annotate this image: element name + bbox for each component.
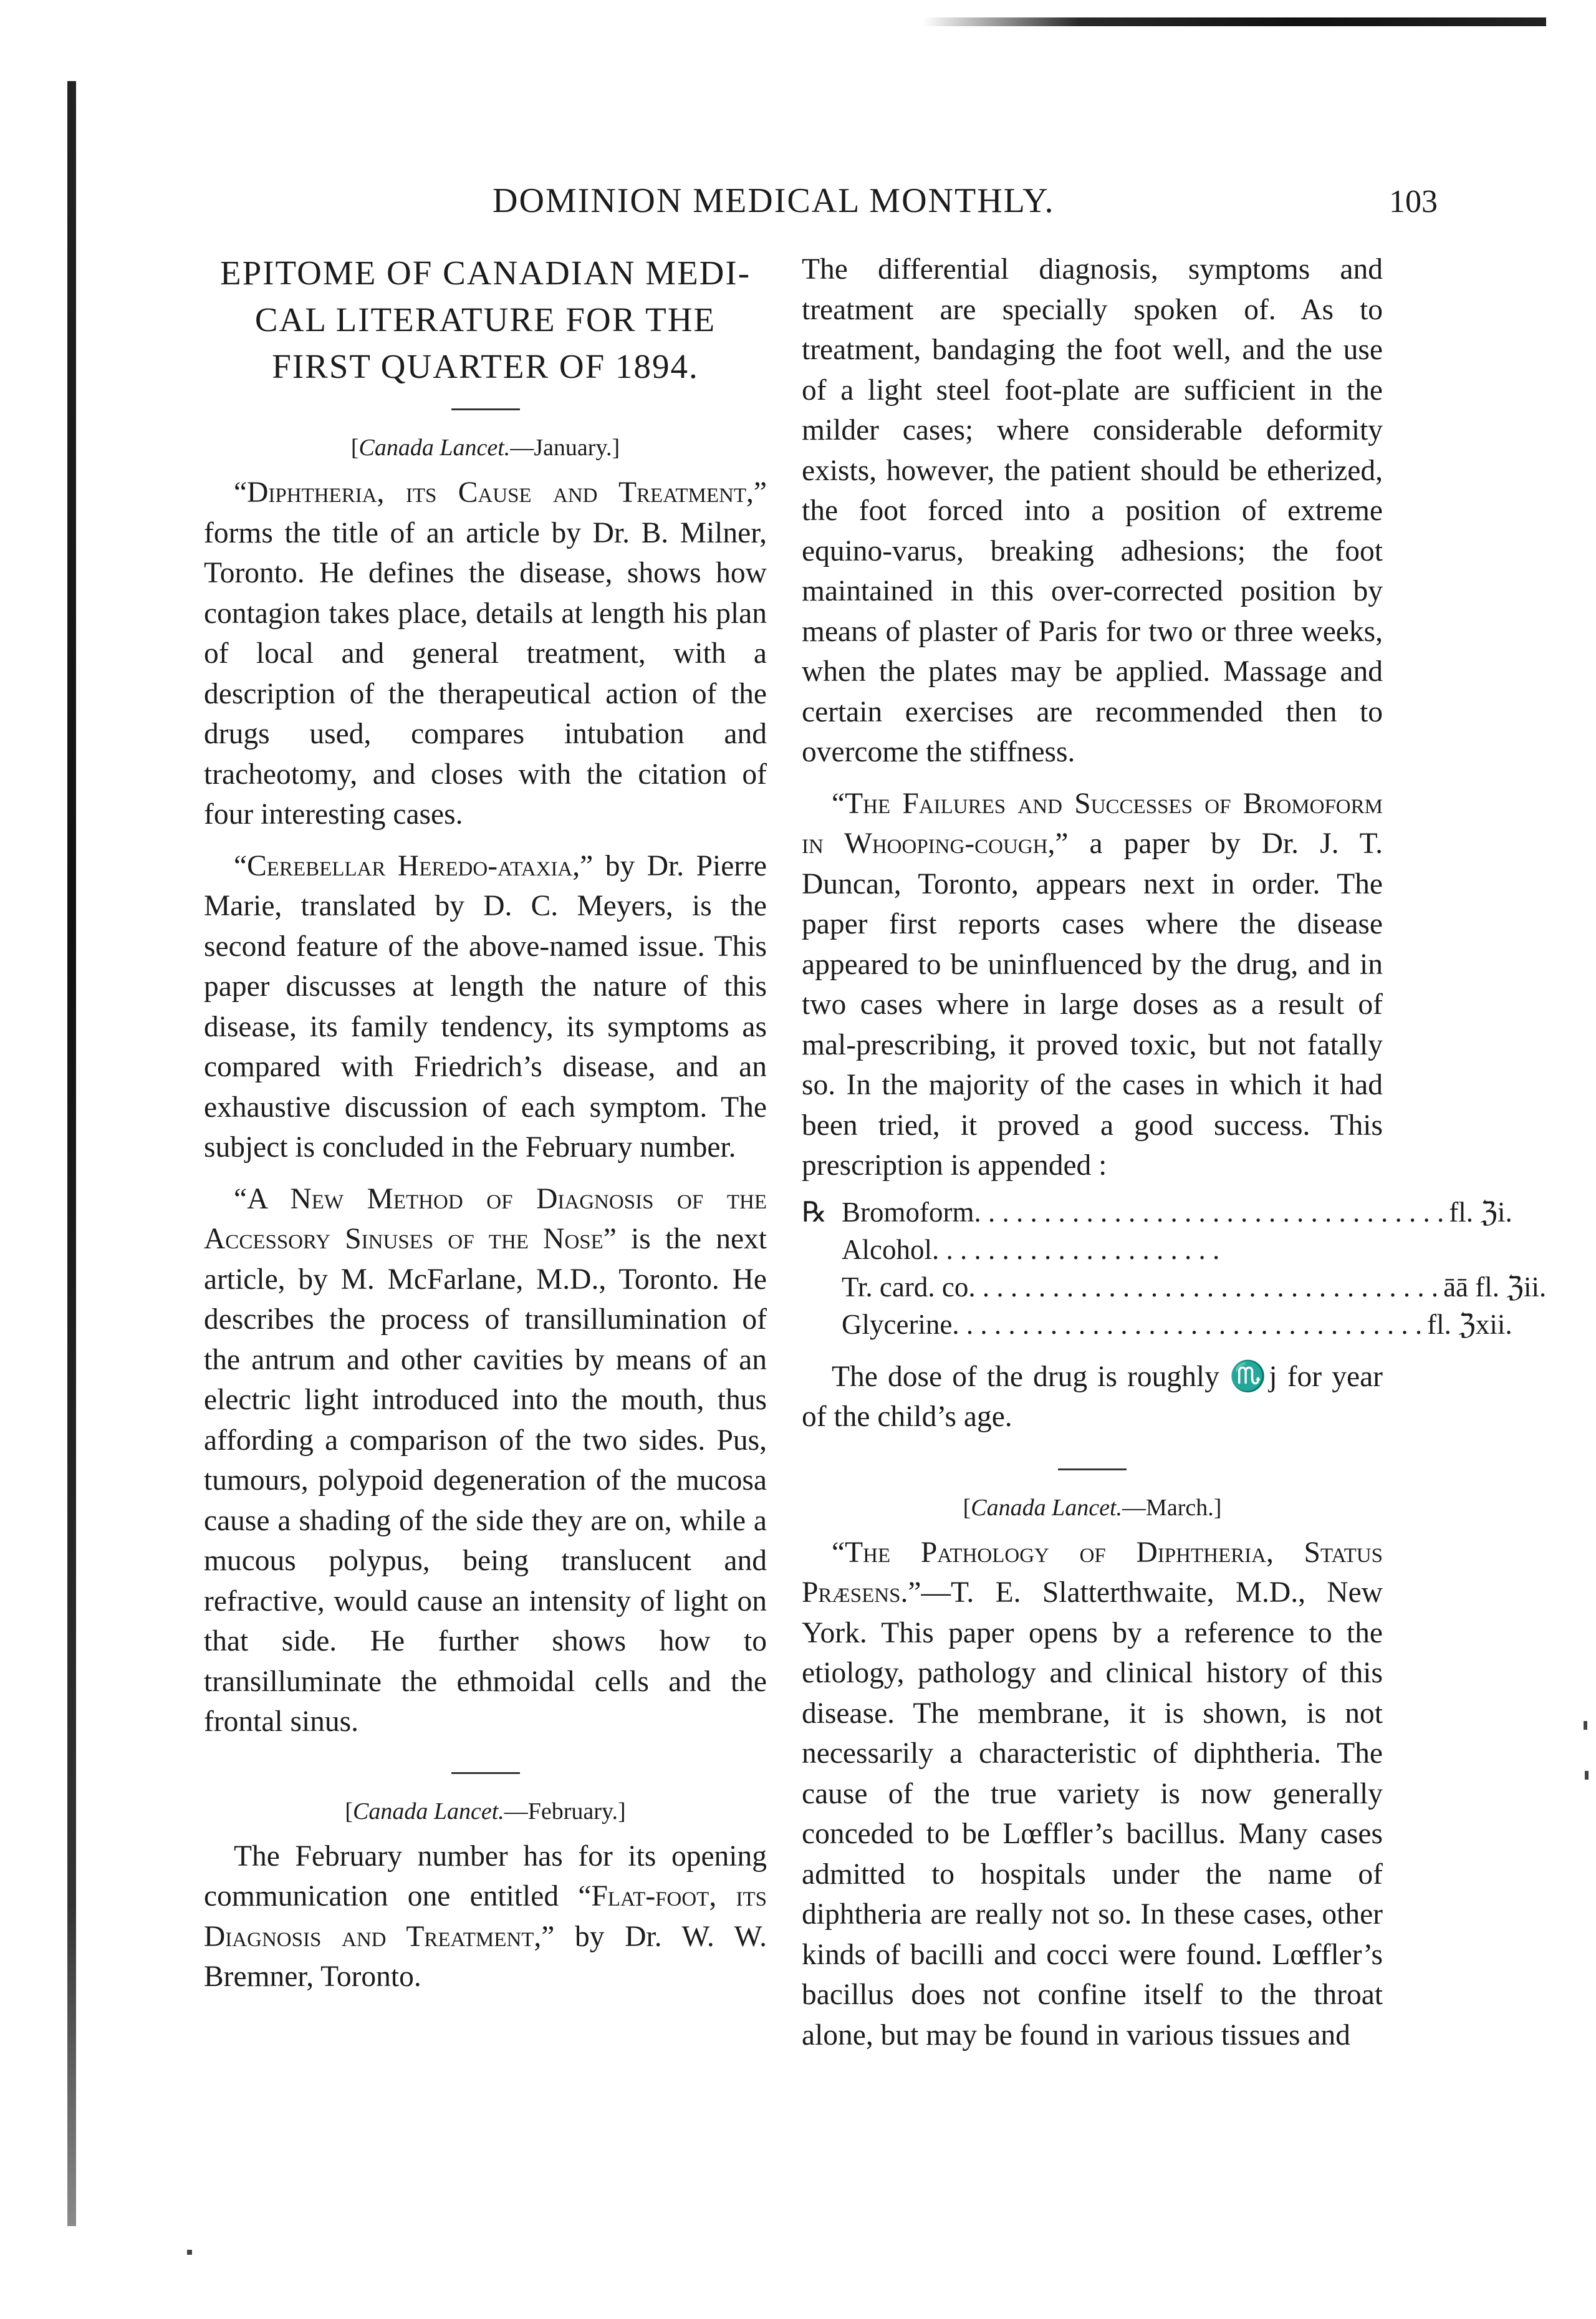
paragraph-body: by Dr. Pierre Marie, translated by D. C. Meyers, is the second feature of the above-named issue. This paper discusses at length the nature of this disease, its family tendency, its symptoms as compared with Friedrich’s disease, and an exhaustive discussion of each symptom. The subject is concluded in the February number. bbox=[204, 849, 767, 1164]
leader-dots: . . . . . . . . . . . . . . . . . . . . . bbox=[931, 1233, 1220, 1265]
leader-dots: . . . . . . . . . . . . . . . . . . . . . . . . . . . . . . . . . . bbox=[974, 1196, 1445, 1228]
paragraph-dose bbox=[802, 1357, 1383, 1437]
section-divider bbox=[451, 1772, 520, 1774]
quote-mark: “ bbox=[832, 787, 845, 820]
paragraph-body: The dose of the drug is roughly ♏j for year of the child’s age. bbox=[802, 1360, 1383, 1433]
article-reference-title: Flat-foot, its Diagnosis and Treatment, bbox=[204, 1880, 767, 1953]
scan-edge-top bbox=[923, 17, 1546, 26]
page-header bbox=[0, 181, 1596, 231]
quote-mark: “ bbox=[234, 849, 248, 882]
prescription-row bbox=[802, 1268, 1547, 1306]
scan-speck bbox=[187, 2250, 192, 2255]
paragraph-body: —T. E. Slatterthwaite, M.D., New York. This paper opens by a reference to the etiology, pathology and clinical history of this disease. The membrane, it is shown, is not necessarily a characteristic of diphtheria. The cause of the true variety is now generally conceded to be Lœffler’s bacillus. Many cases admitted to hospitals under the name of diphtheria are really not so. In these cases, other kinds of bacilli and cocci were found. Lœffler’s bacillus does not confine itself to the throat alone, but may be found in various tissues and bbox=[802, 1576, 1383, 2051]
paragraph-bromoform bbox=[802, 784, 1383, 1186]
paragraph-body: The February number has for its opening communication one entitled “ bbox=[204, 1839, 767, 1912]
scan-speck bbox=[1584, 1721, 1587, 1730]
prescription bbox=[802, 1193, 1547, 1343]
article-reference-title: Cerebellar Heredo-ataxia, bbox=[247, 849, 580, 882]
quote-mark: “ bbox=[234, 1182, 248, 1215]
right-column bbox=[802, 249, 1547, 2055]
ingredient-name: Bromoform bbox=[842, 1196, 974, 1228]
paragraph-body: a paper by Dr. J. T. Duncan, Toronto, appears next in order. The paper first reports cases where the disease appeared to be uninfluenced by the drug, and in two cases where in large doses as a result of mal-prescribing, it proved toxic, but not fatally so. In the majority of the cases in which it had been tried, it proved a good success. This prescription is appended : bbox=[802, 827, 1383, 1182]
article-title: EPITOME OF CANADIAN MEDI-CAL LITERATURE FOR THE FIRST QUARTER OF 1894. bbox=[219, 254, 751, 385]
section-divider bbox=[451, 408, 520, 410]
paragraph-pathology-diphtheria bbox=[802, 1533, 1383, 2056]
prescription-row bbox=[802, 1193, 1512, 1231]
source-journal: Canada Lancet. bbox=[971, 1494, 1123, 1521]
scan-edge-left bbox=[67, 81, 76, 2226]
left-column bbox=[204, 249, 767, 1997]
source-journal: Canada Lancet. bbox=[353, 1798, 504, 1825]
article-reference-title: A New Method of Diagnosis of the Accessory Sinuses of the Nose bbox=[204, 1182, 767, 1255]
paragraph-flat-foot-continued bbox=[802, 249, 1383, 773]
section-divider bbox=[1058, 1468, 1127, 1470]
paragraph-body: forms the title of an article by Dr. B. Milner, Toronto. He defines the disease, shows how contagion takes place, details at length his plan of local and general treatment, with a description of the therapeutical action of the drugs used, compares intubation and tracheotomy, and closes with the citation of four interesting cases. bbox=[204, 516, 767, 831]
paragraph-body: is the next article, by M. McFarlane, M.D., Toronto. He describes the process of transillumination of the antrum and other cavities by means of an electric light introduced into the mouth, thus affording a comparison of the two sides. Pus, tumours, polypoid degeneration of the mucosa cause a shading of the side they are on, while a mucous polypus, being translucent and refractive, would cause an intensity of light on that side. He further shows how to transilluminate the ethmoidal cells and the frontal sinus. bbox=[204, 1223, 767, 1738]
paragraph-body: ” by Dr. W. W. Bremner, Toronto. bbox=[204, 1920, 767, 1993]
quote-mark: “ bbox=[832, 1536, 845, 1569]
source-month: —March. bbox=[1122, 1494, 1214, 1521]
source-line-february: [Canada Lancet.—February.] bbox=[345, 1798, 626, 1825]
ingredient-quantity: āā fl. ℨii. bbox=[1443, 1271, 1547, 1303]
paragraph-diphtheria bbox=[204, 473, 767, 835]
paragraph-heredo-ataxia bbox=[204, 846, 767, 1168]
leader-dots: . . . . . . . . . . . . . . . . . . . . . . . . . . . . . . . . . . bbox=[968, 1271, 1439, 1303]
article-reference-title: Diphtheria, its Cause and Treatment, bbox=[247, 476, 754, 509]
paragraph-flat-foot-start bbox=[204, 1836, 767, 1997]
leader-dots: . . . . . . . . . . . . . . . . . . . . . . . . . . . . . . . . . . bbox=[952, 1308, 1423, 1340]
source-line-january: [Canada Lancet.—January.] bbox=[350, 435, 620, 461]
paragraph-body: The differential diagnosis, symptoms and treatment are specially spoken of. As to treatment, bandaging the foot well, and the use of a light steel foot-plate are sufficient in the milder cases; where considerable deformity exists, however, the patient should be etherized, the foot forced into a position of extreme equino-varus, breaking adhesions; the foot maintained in this over-corrected position by means of plaster of Paris for two or three weeks, when the plates may be applied. Massage and certain exercises are recommended then to overcome the stiffness. bbox=[802, 253, 1383, 768]
prescription-row bbox=[802, 1231, 1383, 1268]
prescription-row bbox=[802, 1306, 1512, 1343]
source-month: —January. bbox=[510, 435, 612, 461]
ingredient-name: Tr. card. co bbox=[842, 1271, 969, 1303]
quote-mark: ” bbox=[753, 476, 767, 509]
ingredient-quantity: fl. ℨi. bbox=[1449, 1196, 1512, 1228]
article-reference-title: The Pathology of Diphtheria, Status Præsens. bbox=[802, 1536, 1383, 1609]
scan-speck bbox=[1585, 1771, 1589, 1780]
prescription-symbol: ℞ bbox=[802, 1196, 827, 1228]
source-journal: Canada Lancet. bbox=[358, 435, 511, 461]
quote-mark: ” bbox=[908, 1576, 921, 1609]
quote-mark: “ bbox=[234, 476, 248, 509]
quote-mark: ” bbox=[1055, 827, 1069, 860]
quote-mark: ” bbox=[580, 849, 594, 882]
article-reference-title: The Failures and Successes of Bromoform in Whooping-cough, bbox=[802, 787, 1383, 860]
source-line-march: [Canada Lancet.—March.] bbox=[963, 1494, 1222, 1521]
source-month: —February. bbox=[504, 1798, 618, 1825]
page-number: 103 bbox=[1389, 184, 1438, 219]
running-title: DOMINION MEDICAL MONTHLY. bbox=[493, 181, 1055, 220]
ingredient-quantity: fl. ℨxii. bbox=[1427, 1308, 1512, 1340]
ingredient-quantity bbox=[1156, 1231, 1161, 1268]
ingredient-name: Alcohol bbox=[842, 1233, 932, 1265]
ingredient-name: Glycerine bbox=[842, 1308, 953, 1340]
paragraph-sinuses bbox=[204, 1179, 767, 1742]
quote-mark: ” bbox=[603, 1223, 617, 1255]
